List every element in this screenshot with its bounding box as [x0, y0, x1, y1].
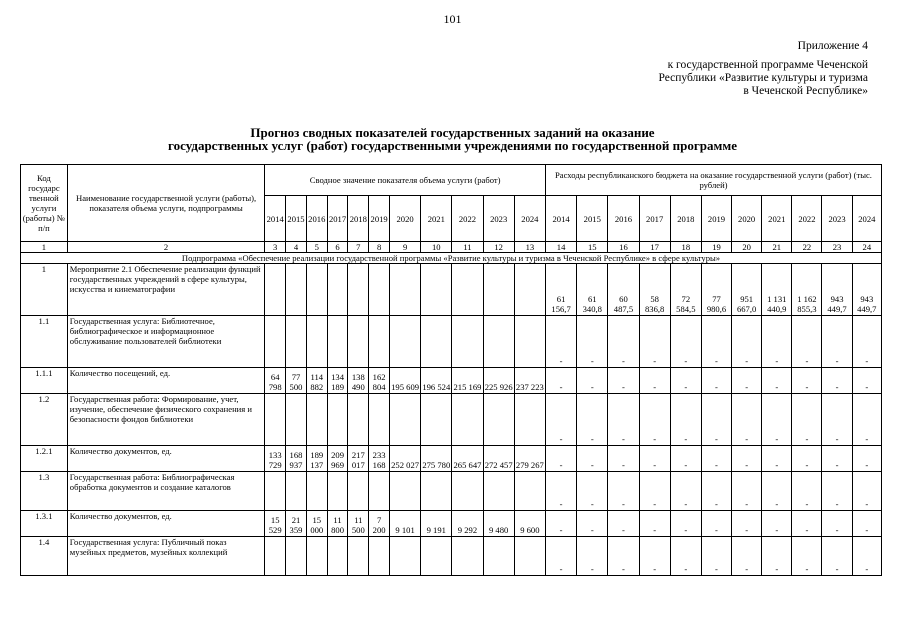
forecast-table — [20, 164, 882, 576]
volume-cell — [514, 394, 545, 446]
column-number: 2 — [67, 242, 265, 253]
budget-cell: - — [792, 446, 822, 472]
column-number: 16 — [608, 242, 639, 253]
budget-cell: 61 340,8 — [577, 264, 608, 316]
budget-year-header: 2016 — [608, 196, 639, 242]
appendix-block — [658, 40, 868, 98]
volume-cell: 189 137 — [306, 446, 327, 472]
volume-cell — [452, 472, 483, 511]
column-number: 1 — [21, 242, 68, 253]
volume-cell: 196 524 — [421, 368, 452, 394]
volume-cell — [265, 472, 286, 511]
volume-cell: 9 101 — [390, 511, 421, 537]
volume-cell: 21 359 — [286, 511, 307, 537]
volume-cell — [483, 394, 514, 446]
budget-cell: - — [545, 394, 576, 446]
row-code: 1.4 — [21, 537, 68, 576]
volume-cell: 138 490 — [348, 368, 369, 394]
volume-cell — [327, 537, 348, 576]
budget-cell: - — [732, 368, 762, 394]
appendix-line: в Чеченской Республике» — [743, 85, 868, 97]
volume-cell: 237 223 — [514, 368, 545, 394]
column-number: 5 — [306, 242, 327, 253]
budget-cell: - — [577, 316, 608, 368]
volume-year-header: 2022 — [452, 196, 483, 242]
volume-cell: 215 169 — [452, 368, 483, 394]
budget-cell: - — [762, 537, 792, 576]
table-row — [21, 316, 882, 368]
row-code: 1.2.1 — [21, 446, 68, 472]
budget-cell: 77 980,6 — [701, 264, 731, 316]
budget-cell: - — [762, 368, 792, 394]
budget-cell: 60 487,5 — [608, 264, 639, 316]
volume-cell — [286, 316, 307, 368]
budget-year-header: 2018 — [670, 196, 701, 242]
column-number: 10 — [421, 242, 452, 253]
column-number: 11 — [452, 242, 483, 253]
budget-cell: - — [762, 394, 792, 446]
volume-cell — [369, 472, 390, 511]
row-name: Мероприятие 2.1 Обеспечение реализации функций государственных учреждений в сфере культуры, искусства и кинематографии — [67, 264, 265, 316]
volume-cell: 77 500 — [286, 368, 307, 394]
budget-cell: - — [822, 368, 852, 394]
budget-cell: - — [852, 394, 881, 446]
header-code: Код государс твенной услуги (работы) № п/п — [21, 165, 68, 242]
volume-cell — [265, 264, 286, 316]
subprogram-title: Подпрограмма «Обеспечение реализации государственной программы «Развитие культуры и туризма в Чеченской Республике» в сфере культуры» — [21, 253, 882, 264]
column-number: 22 — [792, 242, 822, 253]
column-number: 13 — [514, 242, 545, 253]
volume-cell — [483, 316, 514, 368]
volume-cell — [265, 394, 286, 446]
budget-cell: 61 156,7 — [545, 264, 576, 316]
budget-cell: - — [762, 511, 792, 537]
budget-cell: 1 162 855,3 — [792, 264, 822, 316]
budget-cell: - — [577, 446, 608, 472]
budget-cell: - — [639, 511, 670, 537]
appendix-line: к государственной программе Чеченской — [667, 59, 868, 71]
title-line: Прогноз сводных показателей государственных заданий на оказание — [250, 125, 655, 140]
volume-cell — [369, 537, 390, 576]
budget-year-header: 2019 — [701, 196, 731, 242]
budget-cell: - — [732, 446, 762, 472]
row-name: Количество посещений, ед. — [67, 368, 265, 394]
volume-year-header: 2020 — [390, 196, 421, 242]
budget-cell: - — [670, 368, 701, 394]
row-name: Государственная услуга: Библиотечное, библиографическое и информационное обслуживание пользователей библиотеки — [67, 316, 265, 368]
volume-year-header: 2018 — [348, 196, 369, 242]
volume-cell — [421, 537, 452, 576]
budget-cell: 58 836,8 — [639, 264, 670, 316]
row-name: Количество документов, ед. — [67, 511, 265, 537]
table-row — [21, 446, 882, 472]
budget-cell: - — [639, 472, 670, 511]
column-number: 21 — [762, 242, 792, 253]
page-number: 101 — [443, 12, 462, 26]
volume-cell: 272 457 — [483, 446, 514, 472]
budget-cell: - — [822, 446, 852, 472]
volume-cell — [327, 264, 348, 316]
volume-cell: 64 798 — [265, 368, 286, 394]
budget-cell: 943 449,7 — [822, 264, 852, 316]
table-row — [21, 472, 882, 511]
volume-cell: 195 609 — [390, 368, 421, 394]
budget-cell: 1 131 440,9 — [762, 264, 792, 316]
volume-cell — [327, 472, 348, 511]
volume-cell — [348, 316, 369, 368]
budget-cell: 951 667,0 — [732, 264, 762, 316]
volume-cell — [327, 316, 348, 368]
budget-cell: - — [670, 316, 701, 368]
column-number: 6 — [327, 242, 348, 253]
volume-cell — [421, 264, 452, 316]
volume-cell — [514, 537, 545, 576]
volume-year-header: 2023 — [483, 196, 514, 242]
volume-cell — [452, 316, 483, 368]
header-volume: Сводное значение показателя объема услуги (работ) — [265, 165, 546, 196]
column-number: 4 — [286, 242, 307, 253]
budget-cell: - — [701, 472, 731, 511]
budget-cell: - — [639, 316, 670, 368]
volume-cell: 265 647 — [452, 446, 483, 472]
volume-cell — [306, 394, 327, 446]
volume-cell — [369, 394, 390, 446]
volume-year-header: 2015 — [286, 196, 307, 242]
volume-cell — [348, 472, 369, 511]
volume-cell — [306, 472, 327, 511]
column-number: 8 — [369, 242, 390, 253]
header-budget: Расходы республиканского бюджета на оказание государственной услуги (работ) (тыс. рублей) — [545, 165, 881, 196]
budget-cell: - — [639, 368, 670, 394]
volume-cell — [452, 264, 483, 316]
budget-cell: - — [608, 511, 639, 537]
column-number: 7 — [348, 242, 369, 253]
row-name: Государственная работа: Формирование, учет, изучение, обеспечение физического сохранения и безопасности фондов библиотеки — [67, 394, 265, 446]
table-row — [21, 368, 882, 394]
volume-cell: 9 600 — [514, 511, 545, 537]
budget-cell: - — [762, 472, 792, 511]
budget-year-header: 2024 — [852, 196, 881, 242]
column-number: 24 — [852, 242, 881, 253]
column-number: 18 — [670, 242, 701, 253]
volume-cell — [514, 472, 545, 511]
volume-cell — [421, 394, 452, 446]
column-number: 14 — [545, 242, 576, 253]
volume-year-header: 2017 — [327, 196, 348, 242]
volume-cell — [514, 316, 545, 368]
title-line: государственных услуг (работ) государственными учреждениями по государственной программе — [168, 138, 737, 153]
budget-cell: - — [545, 316, 576, 368]
budget-year-header: 2021 — [762, 196, 792, 242]
volume-cell: 162 804 — [369, 368, 390, 394]
budget-cell: - — [670, 511, 701, 537]
budget-cell: - — [792, 537, 822, 576]
volume-cell — [306, 316, 327, 368]
budget-year-header: 2023 — [822, 196, 852, 242]
row-code: 1 — [21, 264, 68, 316]
budget-cell: - — [732, 511, 762, 537]
volume-year-header: 2019 — [369, 196, 390, 242]
budget-year-header: 2022 — [792, 196, 822, 242]
volume-cell — [265, 537, 286, 576]
volume-cell: 9 292 — [452, 511, 483, 537]
budget-cell: - — [762, 316, 792, 368]
budget-cell: - — [732, 537, 762, 576]
budget-cell: - — [822, 537, 852, 576]
table-row — [21, 537, 882, 576]
row-name: Государственная услуга: Публичный показ музейных предметов, музейных коллекций — [67, 537, 265, 576]
budget-cell: - — [701, 316, 731, 368]
volume-cell — [265, 316, 286, 368]
budget-cell: - — [639, 537, 670, 576]
budget-cell: - — [822, 394, 852, 446]
volume-cell — [390, 472, 421, 511]
budget-cell: - — [545, 446, 576, 472]
budget-cell: - — [608, 446, 639, 472]
budget-cell: - — [608, 368, 639, 394]
column-number: 19 — [701, 242, 731, 253]
budget-cell: - — [732, 316, 762, 368]
volume-cell — [452, 394, 483, 446]
volume-cell — [286, 394, 307, 446]
budget-cell: - — [822, 472, 852, 511]
column-number: 3 — [265, 242, 286, 253]
volume-cell — [421, 472, 452, 511]
budget-cell: - — [701, 368, 731, 394]
budget-cell: - — [545, 537, 576, 576]
budget-cell: - — [608, 316, 639, 368]
budget-cell: - — [670, 446, 701, 472]
budget-cell: - — [792, 316, 822, 368]
volume-cell — [390, 394, 421, 446]
budget-cell: - — [822, 316, 852, 368]
volume-cell — [348, 264, 369, 316]
row-code: 1.1.1 — [21, 368, 68, 394]
column-number: 9 — [390, 242, 421, 253]
appendix-number: Приложение 4 — [797, 40, 868, 52]
budget-cell: - — [545, 472, 576, 511]
budget-cell: - — [792, 511, 822, 537]
budget-cell: 72 584,5 — [670, 264, 701, 316]
volume-cell — [452, 537, 483, 576]
volume-cell — [348, 537, 369, 576]
budget-cell: - — [792, 472, 822, 511]
volume-cell: 209 969 — [327, 446, 348, 472]
volume-cell — [286, 472, 307, 511]
volume-cell: 9 480 — [483, 511, 514, 537]
volume-cell: 114 882 — [306, 368, 327, 394]
budget-cell: - — [545, 368, 576, 394]
budget-cell: - — [852, 537, 881, 576]
budget-cell: - — [608, 394, 639, 446]
budget-cell: - — [732, 472, 762, 511]
volume-cell: 134 189 — [327, 368, 348, 394]
row-code: 1.2 — [21, 394, 68, 446]
budget-cell: - — [577, 394, 608, 446]
volume-year-header: 2016 — [306, 196, 327, 242]
volume-cell: 275 780 — [421, 446, 452, 472]
volume-cell — [421, 316, 452, 368]
row-name: Государственная работа: Библиографическая обработка документов и создание каталогов — [67, 472, 265, 511]
volume-cell — [286, 537, 307, 576]
budget-cell: - — [670, 472, 701, 511]
budget-cell: - — [762, 446, 792, 472]
document-title — [0, 126, 905, 152]
column-number: 12 — [483, 242, 514, 253]
volume-cell — [390, 537, 421, 576]
volume-cell — [348, 394, 369, 446]
volume-year-header: 2014 — [265, 196, 286, 242]
column-number: 17 — [639, 242, 670, 253]
volume-cell: 279 267 — [514, 446, 545, 472]
budget-cell: - — [608, 472, 639, 511]
budget-cell: - — [639, 446, 670, 472]
budget-cell: - — [852, 368, 881, 394]
budget-cell: - — [701, 511, 731, 537]
volume-cell — [514, 264, 545, 316]
budget-cell: - — [545, 511, 576, 537]
volume-year-header: 2021 — [421, 196, 452, 242]
budget-cell: - — [852, 511, 881, 537]
budget-cell: - — [852, 316, 881, 368]
appendix-line: Республики «Развитие культуры и туризма — [658, 72, 868, 84]
volume-cell — [483, 472, 514, 511]
volume-cell — [390, 316, 421, 368]
volume-cell: 225 926 — [483, 368, 514, 394]
budget-year-header: 2020 — [732, 196, 762, 242]
volume-cell: 15 529 — [265, 511, 286, 537]
volume-cell: 9 191 — [421, 511, 452, 537]
row-name: Количество документов, ед. — [67, 446, 265, 472]
column-number: 20 — [732, 242, 762, 253]
budget-cell: - — [852, 472, 881, 511]
volume-cell: 7 200 — [369, 511, 390, 537]
row-code: 1.3 — [21, 472, 68, 511]
row-code: 1.3.1 — [21, 511, 68, 537]
budget-cell: - — [639, 394, 670, 446]
volume-cell: 15 000 — [306, 511, 327, 537]
budget-cell: - — [792, 394, 822, 446]
budget-year-header: 2015 — [577, 196, 608, 242]
budget-cell: - — [670, 537, 701, 576]
volume-cell: 133 729 — [265, 446, 286, 472]
budget-cell: - — [701, 446, 731, 472]
table-row — [21, 394, 882, 446]
volume-cell: 217 017 — [348, 446, 369, 472]
budget-year-header: 2017 — [639, 196, 670, 242]
volume-cell: 252 027 — [390, 446, 421, 472]
volume-cell: 168 937 — [286, 446, 307, 472]
budget-cell: - — [608, 537, 639, 576]
budget-year-header: 2014 — [545, 196, 576, 242]
volume-cell — [286, 264, 307, 316]
volume-year-header: 2024 — [514, 196, 545, 242]
budget-cell: - — [732, 394, 762, 446]
volume-cell: 233 168 — [369, 446, 390, 472]
budget-cell: 943 449,7 — [852, 264, 881, 316]
volume-cell — [306, 264, 327, 316]
budget-cell: - — [701, 537, 731, 576]
volume-cell — [306, 537, 327, 576]
budget-cell: - — [577, 368, 608, 394]
volume-cell: 11 500 — [348, 511, 369, 537]
budget-cell: - — [577, 537, 608, 576]
volume-cell: 11 800 — [327, 511, 348, 537]
budget-cell: - — [792, 368, 822, 394]
budget-cell: - — [852, 446, 881, 472]
budget-cell: - — [670, 394, 701, 446]
budget-cell: - — [577, 511, 608, 537]
volume-cell — [369, 316, 390, 368]
header-name: Наименование государственной услуги (работы), показателя объема услуги, подпрограммы — [67, 165, 265, 242]
column-number: 23 — [822, 242, 852, 253]
column-number: 15 — [577, 242, 608, 253]
budget-cell: - — [577, 472, 608, 511]
volume-cell — [390, 264, 421, 316]
row-code: 1.1 — [21, 316, 68, 368]
budget-cell: - — [822, 511, 852, 537]
volume-cell — [483, 264, 514, 316]
budget-cell: - — [701, 394, 731, 446]
table-row — [21, 511, 882, 537]
volume-cell — [483, 537, 514, 576]
volume-cell — [327, 394, 348, 446]
table-row — [21, 264, 882, 316]
volume-cell — [369, 264, 390, 316]
